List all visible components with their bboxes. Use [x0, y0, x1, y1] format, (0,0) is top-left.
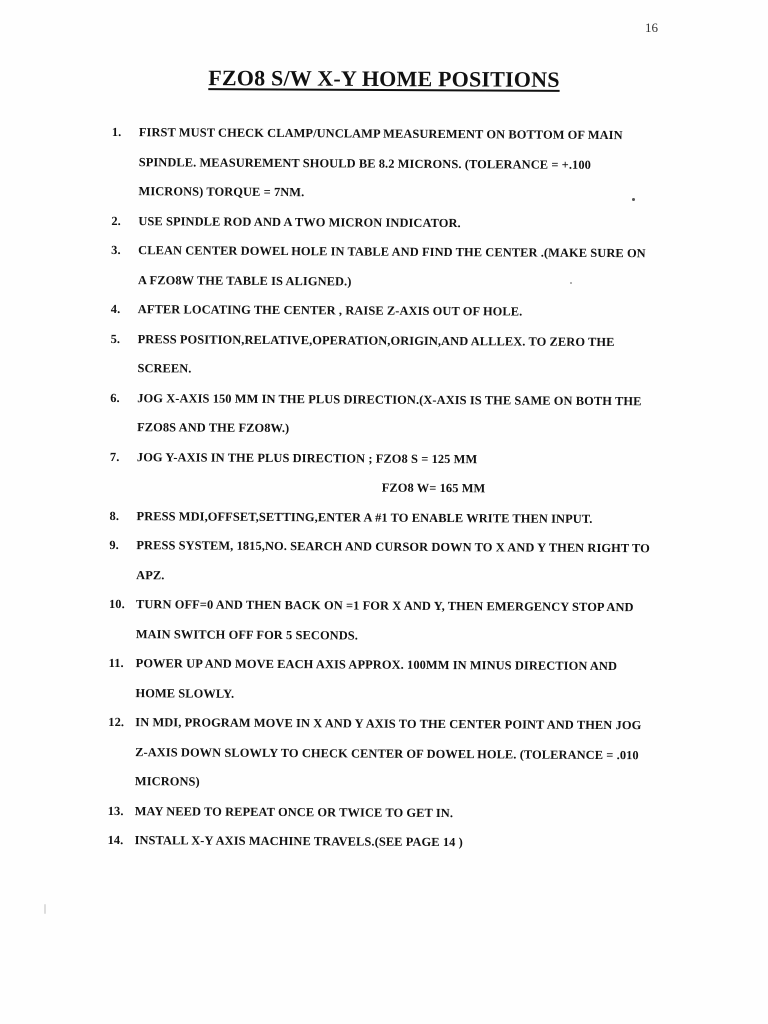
step-number: 1.	[111, 124, 122, 140]
step-text-line: MAIN SWITCH OFF FOR 5 SECONDS.	[135, 626, 359, 643]
step-text-line: JOG X-AXIS 150 MM IN THE PLUS DIRECTION.(X-AXIS IS THE SAME ON BOTH THE	[137, 390, 642, 408]
scan-speck	[632, 198, 635, 201]
step-item	[107, 826, 667, 859]
step-text-line: TURN OFF=0 AND THEN BACK ON =1 FOR X AND Y, THEN EMERGENCY STOP AND	[135, 597, 634, 615]
step-number: 12.	[108, 714, 125, 730]
step-text-line: PRESS POSITION,RELATIVE,OPERATION,ORIGIN,AND ALLLEX. TO ZERO THE	[137, 331, 615, 349]
scan-speck	[570, 282, 572, 284]
scan-speck	[44, 904, 46, 914]
step-number: 4.	[110, 301, 121, 317]
step-text-line: SCREEN.	[137, 361, 192, 376]
step-number: 9.	[109, 537, 119, 553]
step-item	[110, 383, 670, 445]
step-item	[109, 531, 669, 593]
step-item	[110, 442, 670, 504]
step-text-line: FZO8S AND THE FZO8W.)	[137, 420, 290, 436]
step-item	[108, 708, 669, 800]
step-item	[111, 236, 671, 298]
step-number: 10.	[108, 596, 125, 612]
step-text-line: HOME SLOWLY.	[135, 685, 235, 701]
step-text-line: AFTER LOCATING THE CENTER , RAISE Z-AXIS OUT OF HOLE.	[137, 302, 523, 319]
step-item	[110, 324, 670, 386]
step-item	[109, 590, 669, 652]
step-item	[109, 501, 669, 534]
page-title: FZO8 S/W X-Y HOME POSITIONS	[208, 65, 560, 92]
step-number: 8.	[109, 508, 120, 523]
step-text-line: MICRONS) TORQUE = 7NM.	[138, 184, 305, 200]
step-text-line: IN MDI, PROGRAM MOVE IN X AND Y AXIS TO THE CENTER POINT AND THEN JOG	[135, 715, 642, 733]
step-text-line: MAY NEED TO REPEAT ONCE OR TWICE TO GET IN.	[134, 803, 454, 820]
step-text-line: INSTALL X-Y AXIS MACHINE TRAVELS.(SEE PAGE 14 )	[134, 833, 463, 850]
step-item	[111, 206, 671, 239]
step-text-line: PRESS MDI,OFFSET,SETTING,ENTER A #1 TO ENABLE WRITE THEN INPUT.	[136, 508, 593, 526]
step-text-line: A FZO8W THE TABLE IS ALIGNED.)	[137, 272, 352, 288]
step-number: 2.	[111, 213, 121, 228]
step-number: 11.	[108, 655, 124, 671]
step-item	[108, 796, 668, 829]
step-text-line: MICRONS)	[134, 774, 200, 789]
page-number: 16	[645, 20, 658, 35]
step-text-line: SPINDLE. MEASUREMENT SHOULD BE 8.2 MICRONS. (TOLERANCE = +.100	[138, 154, 592, 172]
step-text-line: APZ.	[136, 567, 165, 582]
step-text-line: FIRST MUST CHECK CLAMP/UNCLAMP MEASUREMENT ON BOTTOM OF MAIN	[138, 125, 623, 143]
step-text-line: PRESS SYSTEM, 1815,NO. SEARCH AND CURSOR DOWN TO X AND Y THEN RIGHT TO	[136, 538, 650, 556]
step-item	[108, 649, 668, 711]
step-text-line: Z-AXIS DOWN SLOWLY TO CHECK CENTER OF DOWEL HOLE. (TOLERANCE = .010	[135, 744, 639, 762]
step-number: 14.	[107, 832, 124, 848]
step-text-line: POWER UP AND MOVE EACH AXIS APPROX. 100MM IN MINUS DIRECTION AND	[135, 656, 618, 674]
step-text-line: JOG Y-AXIS IN THE PLUS DIRECTION ; FZO8 S = 125 MM	[136, 449, 478, 466]
steps-list	[107, 118, 671, 859]
step-item	[111, 295, 671, 328]
step-text-line: CLEAN CENTER DOWEL HOLE IN TABLE AND FIND THE CENTER .(MAKE SURE ON	[138, 243, 646, 261]
step-number: 5.	[110, 331, 121, 346]
step-number: 6.	[110, 390, 120, 405]
step-item	[111, 118, 672, 210]
step-text-line: FZO8 W= 165 MM	[381, 480, 486, 496]
step-text-line: USE SPINDLE ROD AND A TWO MICRON INDICATOR.	[138, 213, 461, 230]
step-number: 13.	[107, 803, 124, 818]
step-number: 7.	[109, 449, 120, 464]
step-number: 3.	[111, 242, 121, 258]
